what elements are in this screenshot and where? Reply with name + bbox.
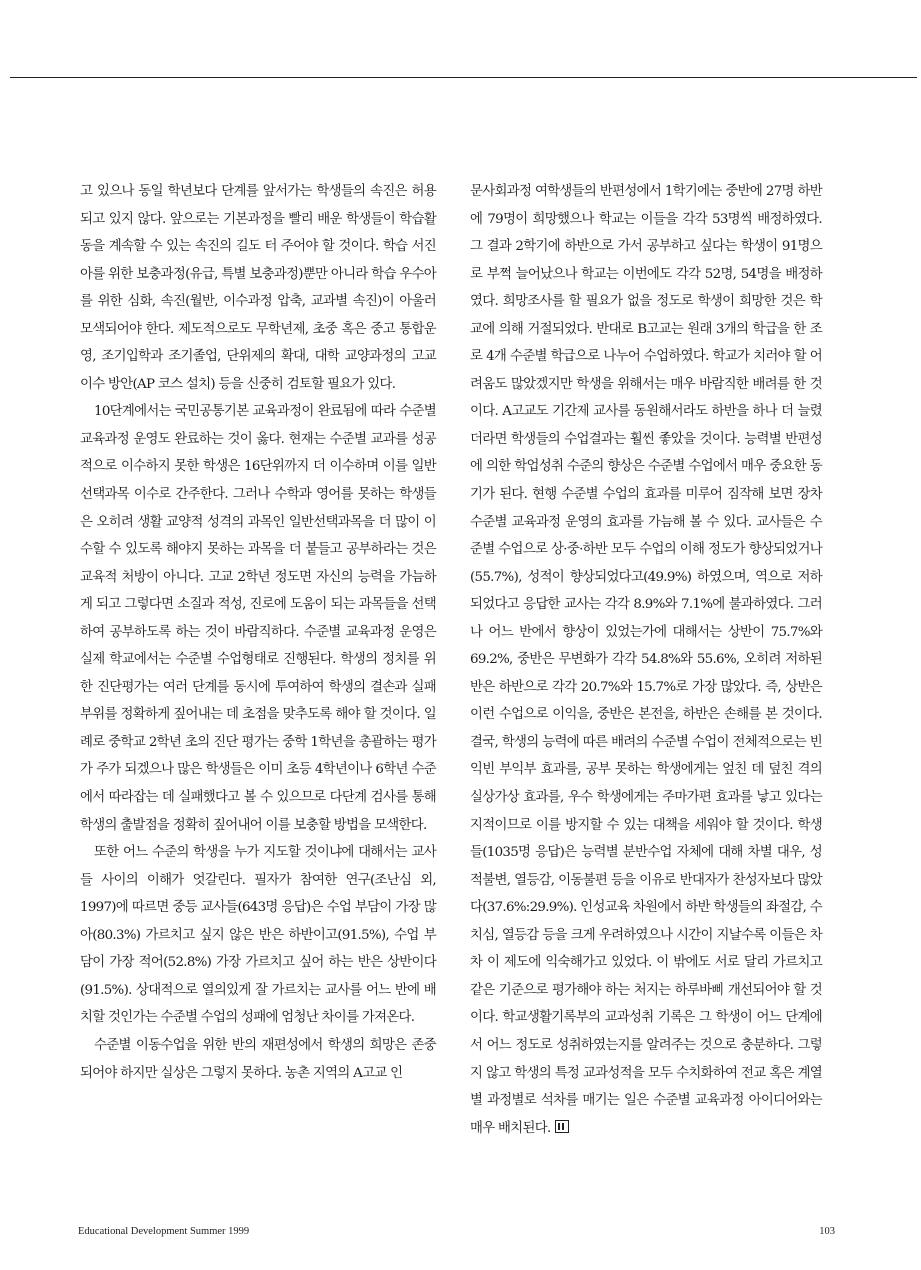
paragraph (470, 178, 822, 1142)
paragraph: 또한 어느 수준의 학생을 누가 지도할 것이냐에 대해서는 교사들 사이의 이해가 엇갈린다. 필자가 참여한 연구(조난심 외, 1997)에 따르면 중등 교사들(643명 응답)은 수업 부담이 가장 많아(80.3%) 가르치고 싶지 않은 반은 하반이고(91.5%), 수업 부담이 가장 적어(52.8%) 가장 가르치고 싶어 하는 반은 상반이다(91.5%). 상대적으로 열의있게 잘 가르치는 교사를 어느 반에 배치할 것인가는 수준별 수업의 성패에 엄청난 차이를 가져온다. (80, 845, 436, 1026)
paragraph: 10단계에서는 국민공통기본 교육과정이 완료됨에 따라 수준별 교육과정 운영도 완료하는 것이 옳다. 현재는 수준별 교과를 성공적으로 이수하지 못한 학생은 16단위까지 더 이수하며 이를 일반선택과목 이수로 간주한다. 그러나 수학과 영어를 못하는 학생들은 오히려 생활 교양적 성격의 과목인 일반선택과목을 더 많이 이수할 수 있도록 해야지 못하는 과목을 더 붙들고 공부하라는 것은 교육적 처방이 아니다. 고교 2학년 정도면 자신의 능력을 가늠하게 되고 그렇다면 소질과 적성, 진로에 도움이 되는 과목들을 선택하여 공부하도록 하는 것이 바람직하다. 수준별 교육과정 운영은 실제 학교에서는 수준별 수업형태로 진행된다. 학생의 정치를 위한 진단평가는 여러 단계를 동시에 투여하여 학생의 결손과 실패 부위를 정확하게 짚어내는 데 초점을 맞추도록 해야 할 것이다. 일례로 중학교 2학년 초의 진단 평가는 중학 1학년을 총괄하는 평가가 주가 되겠으나 많은 학생들은 이미 초등 4학년이나 6학년 수준에서 따라잡는 데 실패했다고 볼 수 있으므로 다단계 검사를 통해 학생의 출발점을 정확히 짚어내어 이를 보충할 방법을 모색한다. (80, 404, 436, 833)
page-number: 103 (819, 1226, 835, 1237)
header-rule (10, 77, 917, 78)
paragraph: 수준별 이동수업을 위한 반의 재편성에서 학생의 희망은 존중되어야 하지만 실상은 그렇지 못하다. 농촌 지역의 A고교 인 (80, 1037, 436, 1081)
left-column (80, 178, 436, 1087)
end-mark-icon (555, 1120, 569, 1133)
journal-footer: Educational Development Summer 1999 (78, 1226, 250, 1237)
paragraph: 고 있으나 동일 학년보다 단계를 앞서가는 학생들의 속진은 허용되고 있지 않다. 앞으로는 기본과정을 빨리 배운 학생들이 학습활동을 계속할 수 있는 속진의 길도 터 주어야 할 것이다. 학습 서진아를 위한 보충과정(유급, 특별 보충과정)뿐만 아니라 학습 우수아를 위한 심화, 속진(월반, 이수과정 압축, 교과별 속진)이 아울러 모색되어야 한다. 제도적으로도 무학년제, 초중 혹은 중고 통합운영, 조기입학과 조기졸업, 단위제의 확대, 대학 교양과정의 고교 이수 방안(AP 코스 설치) 등을 신중히 검토할 필요가 있다. (80, 184, 436, 392)
paragraph-text: 문사회과정 여학생들의 반편성에서 1학기에는 중반에 27명 하반에 79명이 희망했으나 학교는 이들을 각각 53명씩 배정하였다. 그 결과 2학기에 하반으로 가서 공부하고 싶다는 학생이 91명으로 부쩍 늘어났으나 학교는 이번에도 각각 52명, 54명을 배정하였다. 희망조사를 할 필요가 없을 정도로 학생이 희망한 것은 학교에 의해 거절되었다. 반대로 B고교는 원래 3개의 학급을 한 조로 4개 수준별 학급으로 나누어 수업하였다. 학교가 치러야 할 어려움도 많았겠지만 학생을 위해서는 매우 바람직한 배려를 한 것이다. A고교도 기간제 교사를 동원해서라도 하반을 하나 더 늘렸더라면 학생들의 수업결과는 훨씬 좋았을 것이다. 능력별 반편성에 의한 학업성취 수준의 향상은 수준별 수업에서 매우 중요한 동기가 된다. 현행 수준별 수업의 효과를 미루어 짐작해 보면 장차 수준별 교육과정 운영의 효과를 가늠해 볼 수 있다. 교사들은 수준별 수업으로 상·중·하반 모두 수업의 이해 정도가 향상되었거나(55.7%), 성적이 향상되었다고(49.9%) 하였으며, 역으로 저하되었다고 응답한 교사는 각각 8.9%와 7.1%에 불과하였다. 그러나 어느 반에서 향상이 있었는가에 대해서는 상반이 75.7%와 69.2%, 중반은 무변화가 각각 54.8%와 55.6%, 오히려 저하된 반은 하반으로 각각 20.7%와 15.7%로 가장 많았다. 즉, 상반은 이런 수업으로 이익을, 중반은 본전을, 하반은 손해를 본 것이다. 결국, 학생의 능력에 따른 배려의 수준별 수업이 전체적으로는 빈익빈 부익부 효과를, 공부 못하는 학생에게는 엎친 데 덮친 격의 실상가상 효과를, 우수 학생에게는 주마가편 효과를 낳고 있다는 지적이므로 이를 방지할 수 있는 대책을 세워야 할 것이다. 학생들(1035명 응답)은 능력별 분반수업 자체에 대해 차별 대우, 성적불변, 열등감, 이동불편 등을 이유로 반대자가 찬성자보다 많았다(37.6%:29.9%). 인성교육 차원에서 하반 학생들의 좌절감, 수치심, 열등감 등을 크게 우려하였으나 시간이 지날수록 이들은 차차 이 제도에 익숙해가고 있었다. 이 밖에도 서로 달리 가르치고 같은 기준으로 평가해야 하는 처지는 하루바삐 개선되어야 할 것이다. 학교생활기록부의 교과성취 기록은 그 학생이 어느 단계에서 어느 정도로 성취하였는지를 알려주는 것으로 충분하다. 그렇지 않고 학생의 특정 교과성적을 모두 수치화하여 전교 혹은 계열별 과정별로 석차를 매기는 일은 수준별 교육과정 아이디어와는 매우 배치된다. (470, 184, 822, 1136)
right-column (470, 178, 822, 1142)
